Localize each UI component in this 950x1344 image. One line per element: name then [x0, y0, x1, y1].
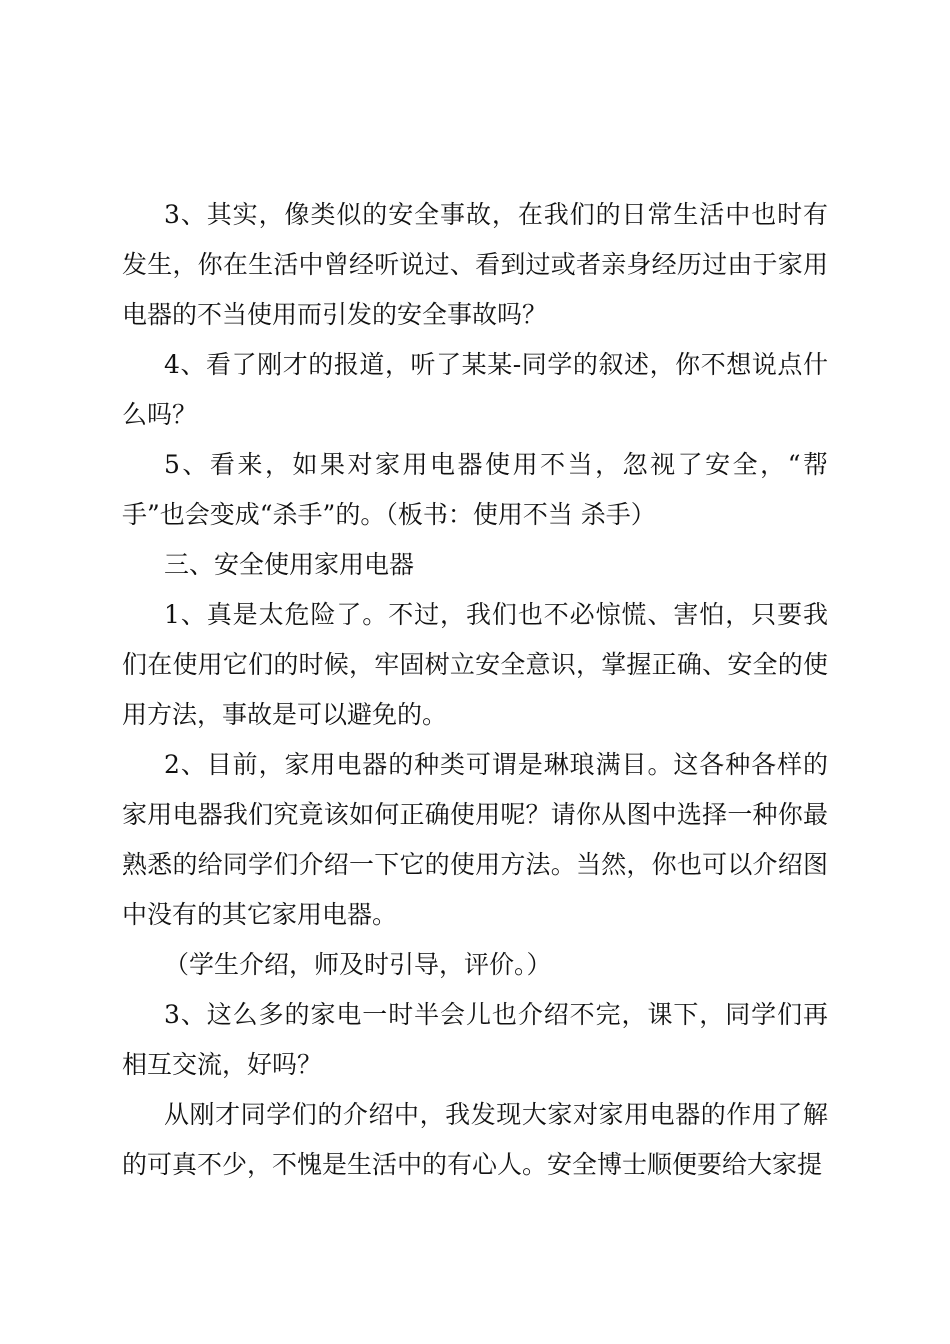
paragraph-student-intro-note: （学生介绍，师及时引导，评价。） [164, 950, 552, 979]
document-body [122, 190, 828, 1190]
paragraph-appliance-types: 2、目前，家用电器的种类可谓是琳琅满目。这各种各样的家用电器我们究竟该如何正确使用呢？请你从图中选择一种你最熟悉的给同学们介绍一下它的使用方法。当然，你也可以介绍图中没有的其它家用电器。 [122, 750, 828, 929]
paragraph-report-response: 4、看了刚才的报道，听了某某-同学的叙述，你不想说点什么吗？ [122, 350, 828, 429]
paragraph-safety-doctor: 从刚才同学们的介绍中，我发现大家对家用电器的作用了解的可真不少，不愧是生活中的有心人。安全博士顺便要给大家提 [122, 1100, 828, 1179]
section-heading-safe-use: 三、安全使用家用电器 [164, 550, 415, 579]
paragraph-helper-killer: 5、看来，如果对家用电器使用不当，忽视了安全，“帮手”也会变成“杀手”的。（板书：使用不当 杀手） [122, 450, 828, 529]
paragraph-accident-experience: 3、其实，像类似的安全事故，在我们的日常生活中也时有发生，你在生活中曾经听说过、看到过或者亲身经历过由于家用电器的不当使用而引发的安全事故吗？ [122, 200, 828, 329]
paragraph-exchange-after-class: 3、这么多的家电一时半会儿也介绍不完，课下，同学们再相互交流，好吗？ [122, 1000, 828, 1079]
paragraph-avoid-accidents: 1、真是太危险了。不过，我们也不必惊慌、害怕，只要我们在使用它们的时候，牢固树立安全意识，掌握正确、安全的使用方法，事故是可以避免的。 [122, 600, 828, 729]
